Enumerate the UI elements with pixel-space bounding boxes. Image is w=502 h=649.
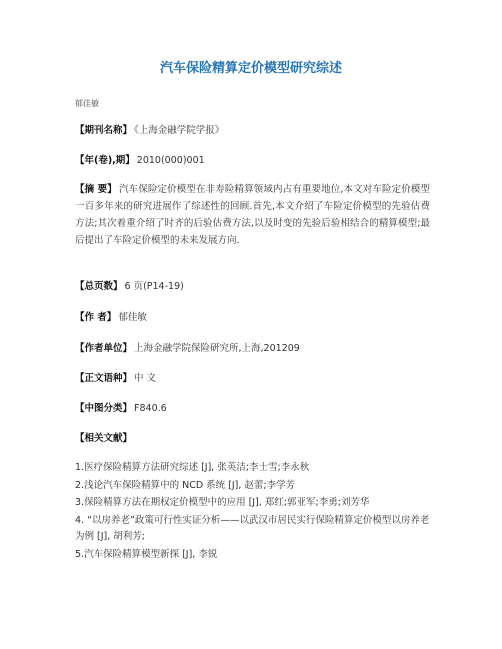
reference-list bbox=[75, 460, 435, 564]
abstract-label: 【摘 要】 bbox=[75, 184, 117, 195]
year-field bbox=[75, 152, 435, 169]
classification-label: 【中图分类】 bbox=[75, 403, 133, 414]
authors-field bbox=[75, 309, 435, 326]
year-value: 2010(000)001 bbox=[136, 155, 205, 166]
pages-label: 【总页数】 bbox=[75, 281, 123, 292]
related-field bbox=[75, 430, 435, 447]
journal-label: 【期刊名称】 bbox=[75, 125, 133, 136]
reference-item[interactable]: 3.保险精算方法在期权定价模型中的应用 [J], 郑红;郭亚军;李勇;刘芳华 bbox=[75, 497, 370, 508]
abstract-field bbox=[75, 181, 430, 249]
pages-field bbox=[75, 278, 435, 295]
related-label: 【相关文献】 bbox=[75, 433, 133, 444]
language-field bbox=[75, 370, 435, 387]
affiliation-field bbox=[75, 340, 435, 357]
language-label: 【正文语种】 bbox=[75, 373, 133, 384]
affiliation-value: 上海金融学院保险研究所,上海,201209 bbox=[134, 343, 300, 354]
reference-item[interactable]: 4. “以房养老”政策可行性实证分析——以武汉市居民实行保险精算定价模型以房养老为例 [J], 胡利芳; bbox=[75, 514, 430, 542]
document-title: 汽车保险精算定价模型研究综述 bbox=[159, 61, 342, 76]
author-line: 郁佳敏 bbox=[75, 99, 99, 108]
authors-value: 郁佳敏 bbox=[118, 312, 147, 323]
pages-value: 6 页(P14-19) bbox=[124, 281, 184, 292]
journal-value: 《上海金融学院学报》 bbox=[134, 125, 225, 136]
reference-item[interactable]: 1.医疗保险精算方法研究综述 [J], 张英洁;李士雪;李永秋 bbox=[75, 462, 310, 473]
language-value: 中 文 bbox=[134, 373, 157, 384]
year-label: 【年(卷),期】 bbox=[75, 155, 135, 166]
classification-value: F840.6 bbox=[134, 403, 167, 414]
journal-field bbox=[75, 122, 435, 139]
affiliation-label: 【作者单位】 bbox=[75, 343, 133, 354]
classification-field bbox=[75, 400, 435, 417]
authors-label: 【作 者】 bbox=[75, 312, 117, 323]
reference-item[interactable]: 2.浅论汽车保险精算中的 NCD 系统 [J], 赵蕾;李学芳 bbox=[75, 479, 296, 491]
reference-item[interactable]: 5.汽车保险精算模型新探 [J], 李锐 bbox=[75, 548, 218, 560]
abstract-value: 汽车保险定价模型在非寿险精算领域内占有重要地位,本文对车险定价模型一百多年来的研究进展作了综述性的回顾.首先,本文介绍了车险定价模型的先验估费方法;其次着重介绍了时齐的后验估费方法,以及时变的先验后验相结合的精算模型;最后提出了车险定价模型的未来发展方向. bbox=[75, 184, 430, 246]
